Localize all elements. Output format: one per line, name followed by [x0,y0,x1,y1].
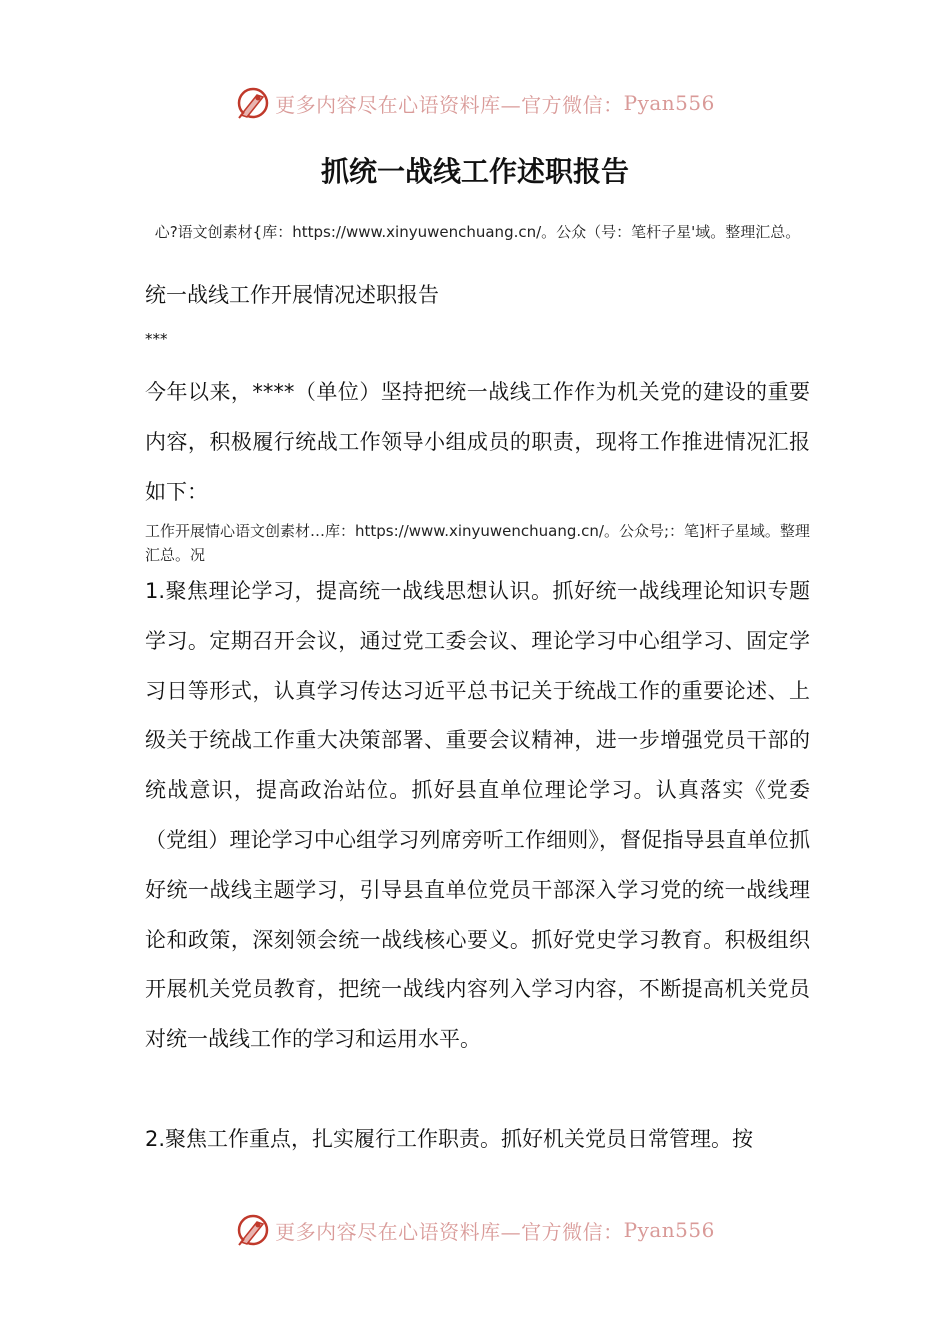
banner-text: 更多内容尽在心语资料库—官方微信： [275,1219,624,1244]
header-banner [0,80,950,126]
pen-nib-logo-icon [235,1212,271,1248]
source-note-1: 心?语文创素材{库：https://www.xinyuwenchuang.cn/。公众（号：笔杆子星'域。整理汇总。 [154,223,801,241]
banner-wechat-id: Pyan556 [623,91,715,115]
banner-text: 更多内容尽在心语资料库—官方微信： [275,92,624,117]
source-note-2: 工作开展情心语文创素材…库：https://www.xinyuwenchuang.cn/。公众号;：笔]杆子星域。整理汇总。况 [145,522,810,564]
document-title: 抓统一战线工作述职报告 [320,155,629,188]
banner-wechat-id: Pyan556 [623,1218,715,1242]
document-subtitle: 统一战线工作开展情况述职报告 [145,283,439,307]
pen-nib-logo-icon [235,85,271,121]
footer-banner [0,1207,950,1253]
stars-placeholder: *** [145,330,168,348]
paragraph-point-2: 2.聚焦工作重点，扎实履行工作职责。抓好机关党员日常管理。按 [145,1127,754,1151]
paragraph-point-1: 1.聚焦理论学习，提高统一战线思想认识。抓好统一战线理论知识专题学习。定期召开会议，通过党工委会议、理论学习中心组学习、固定学习日等形式，认真学习传达习近平总书记关于统战工作的重要论述、上级关于统战工作重大决策部署、重要会议精神，进一步增强党员干部的统战意识，提高政治站位。抓好县直单位理论学习。认真落实《党委（党组）理论学习中心组学习列席旁听工作细则》，督促指导县直单位抓好统一战线主题学习，引导县直单位党员干部深入学习党的统一战线理论和政策，深刻领会统一战线核心要义。抓好党史学习教育。积极组织开展机关党员教育，把统一战线内容列入学习内容，不断提高机关党员对统一战线工作的学习和运用水平。 [145,579,810,1052]
intro-paragraph: 今年以来，****（单位）坚持把统一战线工作作为机关党的建设的重要内容，积极履行统战工作领导小组成员的职责，现将工作推进情况汇报如下： [145,380,810,504]
